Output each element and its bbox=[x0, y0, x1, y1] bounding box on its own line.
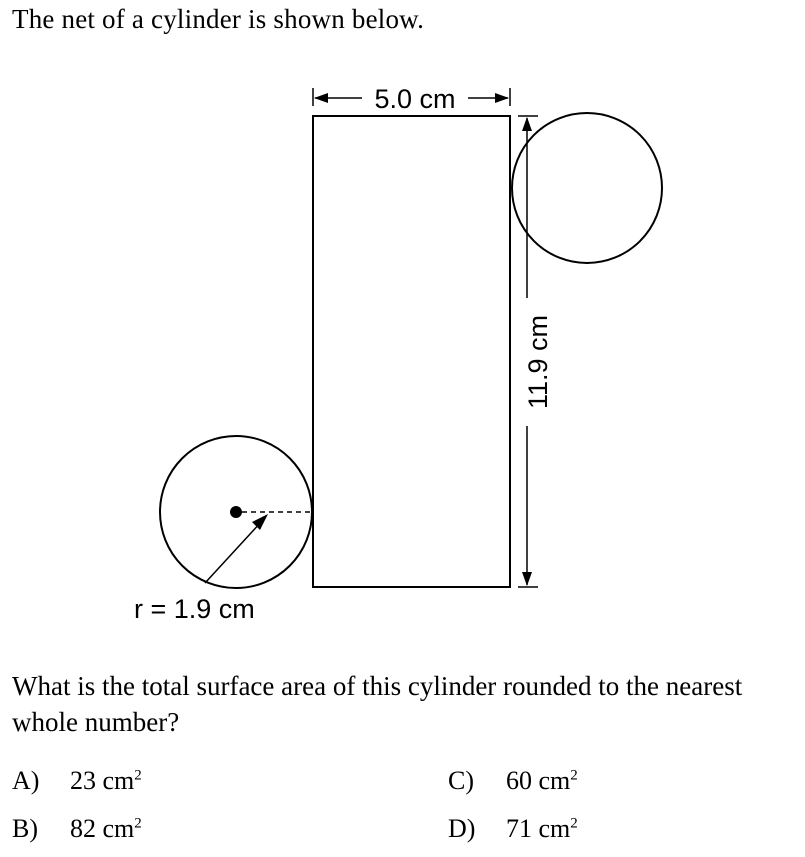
height-arrow-top bbox=[522, 117, 532, 131]
radius-arrowhead bbox=[252, 514, 268, 530]
center-dot bbox=[230, 506, 242, 518]
height-label: 11.9 cm bbox=[523, 314, 553, 410]
choice-b-value: 82 cm bbox=[70, 814, 135, 843]
choice-b[interactable] bbox=[12, 814, 142, 844]
choice-a-exponent: 2 bbox=[134, 767, 142, 784]
radius-leader-line bbox=[205, 521, 262, 583]
width-arrow-right bbox=[495, 93, 509, 103]
choice-c-letter: C) bbox=[448, 766, 474, 795]
choice-d[interactable] bbox=[448, 814, 578, 844]
width-label: 5.0 cm bbox=[374, 84, 456, 114]
choice-b-letter: B) bbox=[12, 814, 38, 843]
top-circle bbox=[512, 113, 662, 263]
choice-c-exponent: 2 bbox=[570, 767, 578, 784]
choice-c[interactable] bbox=[448, 766, 578, 796]
question-text: What is the total surface area of this cylinder rounded to the nearest whole number? bbox=[12, 671, 743, 737]
choice-d-value: 71 cm bbox=[506, 814, 571, 843]
choice-a-letter: A) bbox=[12, 766, 40, 795]
height-arrow-bottom bbox=[522, 572, 532, 586]
intro-text: The net of a cylinder is shown below. bbox=[12, 4, 425, 34]
choice-c-value: 60 cm bbox=[506, 766, 571, 795]
choice-a-value: 23 cm bbox=[70, 766, 135, 795]
radius-label: r = 1.9 cm bbox=[134, 594, 255, 624]
width-arrow-left bbox=[314, 93, 328, 103]
choice-d-letter: D) bbox=[448, 814, 476, 843]
choice-d-exponent: 2 bbox=[570, 815, 578, 832]
choice-a[interactable] bbox=[12, 766, 142, 796]
choice-b-exponent: 2 bbox=[134, 815, 142, 832]
net-rectangle bbox=[313, 116, 510, 587]
